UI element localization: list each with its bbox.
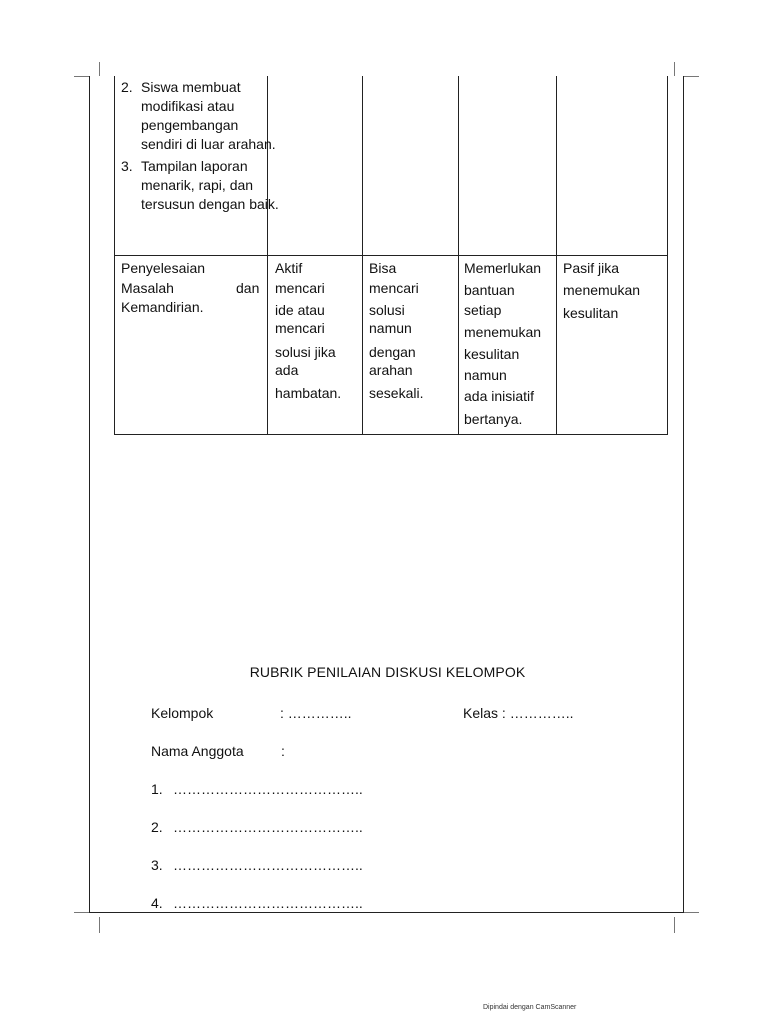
crop-mark bbox=[674, 917, 675, 933]
list-item bbox=[121, 78, 281, 154]
kelompok-label: Kelompok bbox=[151, 705, 214, 721]
member-number: 4. bbox=[151, 895, 163, 911]
cell-text: ada bbox=[275, 362, 299, 378]
member-field[interactable]: ………………………………….. bbox=[173, 857, 363, 873]
cell-text: Bisa bbox=[369, 260, 397, 276]
crop-mark bbox=[684, 76, 699, 77]
cell-text: menemukan bbox=[563, 282, 641, 298]
crop-mark bbox=[74, 76, 89, 77]
member-field[interactable]: ………………………………….. bbox=[173, 819, 363, 835]
member-number: 2. bbox=[151, 819, 163, 835]
cell-text: solusi bbox=[369, 302, 405, 318]
table-cell bbox=[362, 76, 459, 256]
cell-text: mencari bbox=[369, 280, 419, 296]
criteria-text: Kemandirian. bbox=[121, 299, 204, 315]
crop-mark bbox=[99, 917, 100, 933]
cell-text: mencari bbox=[275, 320, 325, 336]
cell-text: namun bbox=[369, 320, 412, 336]
cell-text: ide atau bbox=[275, 302, 325, 318]
cell-text: solusi jika bbox=[275, 344, 336, 360]
criteria-list bbox=[121, 78, 281, 217]
list-number: 2. bbox=[121, 79, 133, 95]
cell-text: kesulitan bbox=[464, 346, 520, 362]
crop-mark bbox=[684, 912, 699, 913]
list-item bbox=[121, 157, 281, 214]
cell-text: bantuan bbox=[464, 282, 515, 298]
criteria-text: Penyelesaian bbox=[121, 260, 206, 276]
nama-anggota-colon: : bbox=[281, 743, 285, 759]
list-number: 3. bbox=[121, 158, 133, 174]
cell-text: setiap bbox=[464, 302, 502, 318]
criteria-text: dan bbox=[236, 280, 260, 296]
cell-text: menemukan bbox=[464, 324, 542, 340]
list-text: Siswa membuat modifikasi atau pengembangan sendiri di luar arahan. bbox=[141, 79, 276, 152]
kelompok-field[interactable]: : ………….. bbox=[280, 705, 352, 721]
cell-text: hambatan. bbox=[275, 385, 342, 401]
crop-mark bbox=[99, 62, 100, 76]
list-text: Tampilan laporan menarik, rapi, dan tersusun dengan baik. bbox=[141, 158, 279, 212]
table-cell bbox=[267, 76, 363, 256]
cell-text: ada inisiatif bbox=[464, 388, 535, 404]
nama-anggota-label: Nama Anggota bbox=[151, 743, 244, 759]
crop-mark bbox=[74, 912, 89, 913]
cell-text: kesulitan bbox=[563, 305, 619, 321]
cell-text: Memerlukan bbox=[464, 260, 542, 276]
cell-text: sesekali. bbox=[369, 385, 424, 401]
member-number: 3. bbox=[151, 857, 163, 873]
member-field[interactable]: ………………………………….. bbox=[173, 781, 363, 797]
cell-text: dengan bbox=[369, 344, 416, 360]
table-cell bbox=[556, 76, 668, 256]
cell-text: mencari bbox=[275, 280, 325, 296]
cell-text: Pasif jika bbox=[563, 260, 620, 276]
cell-text: arahan bbox=[369, 362, 413, 378]
member-field[interactable]: ………………………………….. bbox=[173, 895, 363, 911]
scanner-footer: Dipindai dengan CamScanner bbox=[483, 1004, 577, 1011]
member-number: 1. bbox=[151, 781, 163, 797]
crop-mark bbox=[674, 62, 675, 76]
table-cell bbox=[458, 76, 557, 256]
cell-text: namun bbox=[464, 367, 507, 383]
cell-text: Aktif bbox=[275, 260, 303, 276]
criteria-text: Masalah bbox=[121, 280, 174, 296]
section-title: RUBRIK PENILAIAN DISKUSI KELOMPOK bbox=[249, 664, 526, 680]
kelas-field[interactable]: Kelas : ………….. bbox=[463, 705, 574, 721]
cell-text: bertanya. bbox=[464, 411, 523, 427]
